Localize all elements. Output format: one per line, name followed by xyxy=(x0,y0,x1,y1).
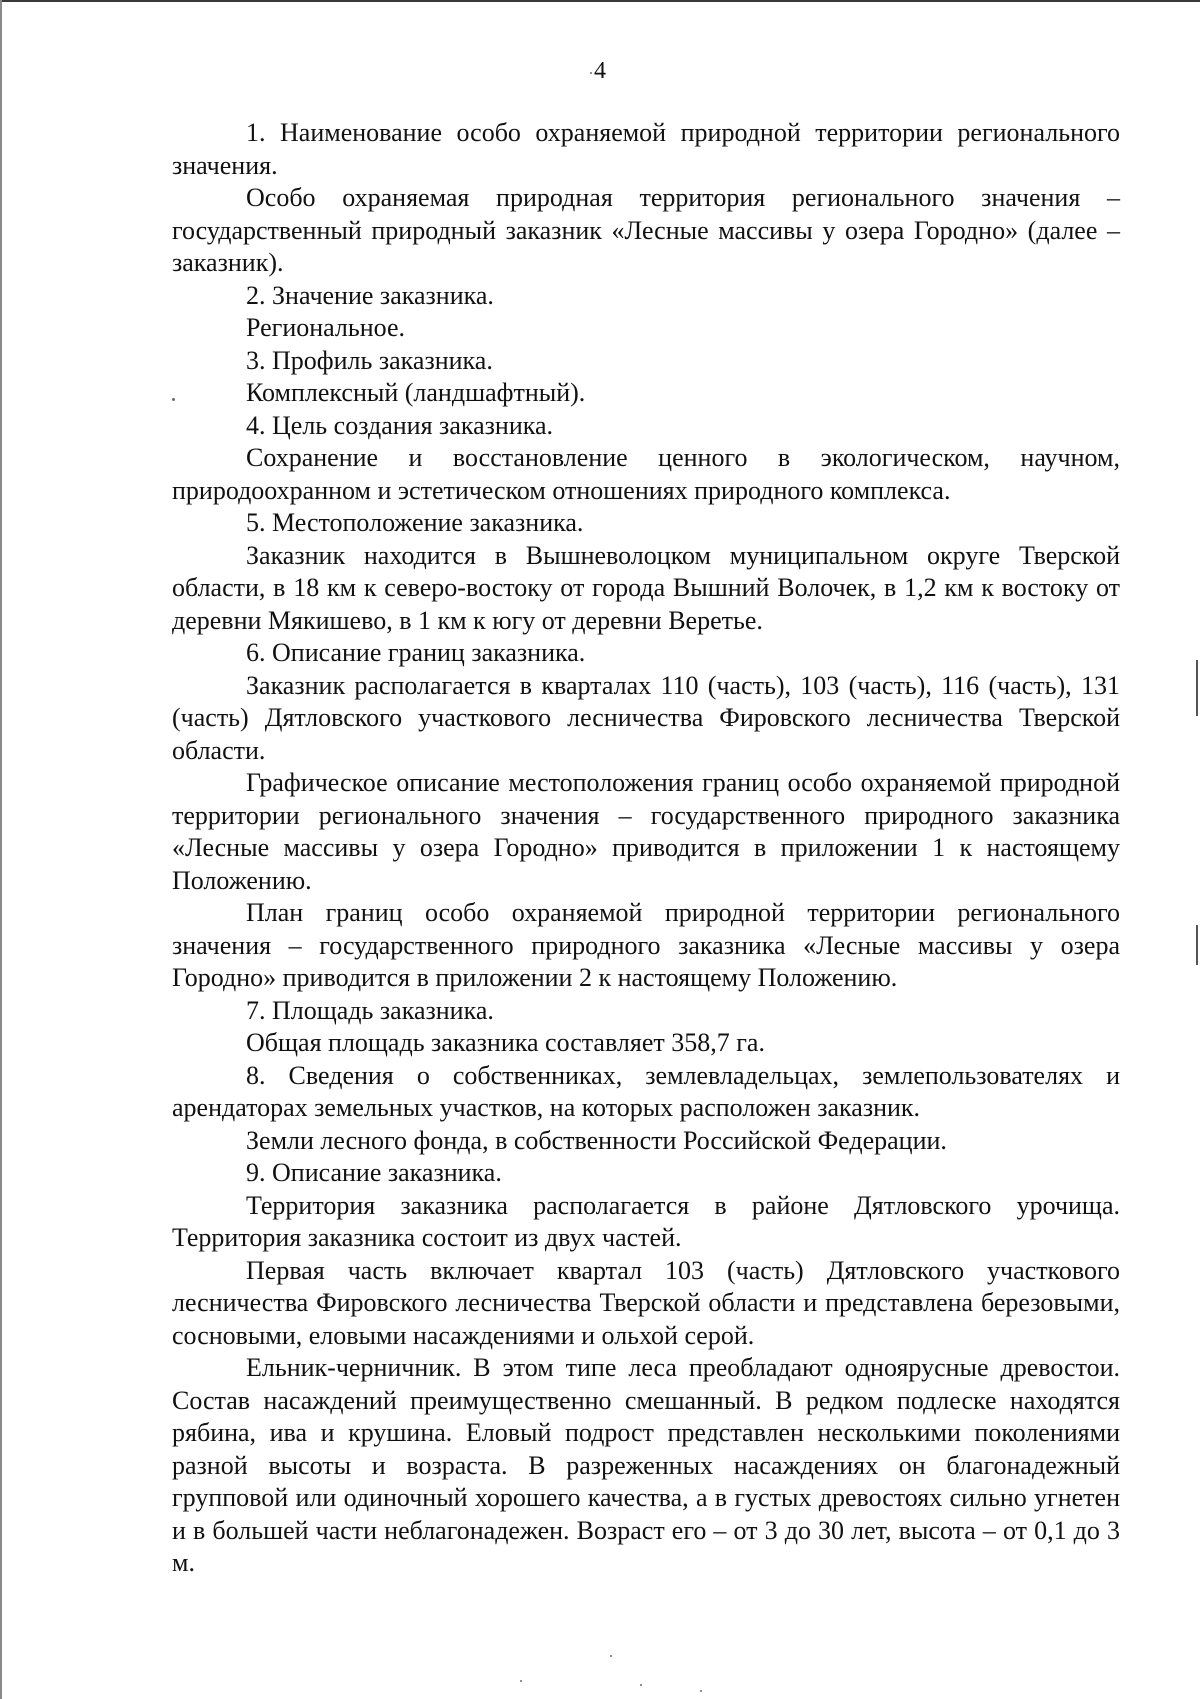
paragraph: Сохранение и восстановление ценного в экологическом, научном, природоохранном и эстетическом отношениях природного комплекса. xyxy=(172,443,1120,505)
paragraph: Ельник-черничник. В этом типе леса преобладают одноярусные древостои. Состав насаждений преимущественно смешанный. В редком подлеске находятся рябина, ива и крушина. Еловый подрост представлен несколькими поколениями разной высоты и возраста. В разреженных насаждениях он благонадежный групповой или одиночный хорошего качества, а в густых древостоях сильно угнетен и в большей части неблагонадежен. Возраст его – от 3 до 30 лет, высота – от 0,1 до 3 м. xyxy=(172,1353,1120,1577)
paragraph: Региональное. xyxy=(246,313,406,342)
paragraph: Заказник располагается в кварталах 110 (часть), 103 (часть), 116 (часть), 131 (часть) Дятловского участкового лесничества Фировского лесничества Тверской области. xyxy=(172,670,1120,765)
section-heading: 2. Значение заказника. xyxy=(246,280,494,310)
paragraph: Особо охраняемая природная территория регионального значения – государственный природный заказник «Лесные массивы у озера Городно» (далее – заказник). xyxy=(172,183,1120,277)
section-heading: 1. Наименование особо охраняемой природной территории регионального значения. xyxy=(172,118,1120,180)
document-body xyxy=(172,117,1120,1580)
paragraph: Комплексный (ландшафтный). xyxy=(246,378,586,407)
paragraph: Заказник находится в Вышневолоцком муниципальном округе Тверской области, в 18 км к северо-востоку от города Вышний Волочек, в 1,2 км к востоку от деревни Мякишево, в 1 км к югу от деревни Веретье. xyxy=(172,540,1120,635)
scan-speck xyxy=(610,1655,612,1657)
paragraph: План границ особо охраняемой природной территории регионального значения – государственного природного заказника «Лесные массивы у озера Городно» приводится в приложении 2 к настоящему Положению. xyxy=(172,898,1120,992)
paragraph: Земли лесного фонда, в собственности Российской Федерации. xyxy=(246,1125,947,1155)
paragraph: Первая часть включает квартал 103 (часть) Дятловского участкового лесничества Фировского лесничества Тверской области и представлена березовыми, сосновыми, еловыми насаждениями и ольхой серой. xyxy=(172,1255,1120,1350)
scan-speck xyxy=(172,398,175,401)
paragraph: Территория заказника располагается в районе Дятловского урочища. Территория заказника состоит из двух частей. xyxy=(172,1190,1120,1252)
page-number: 4 xyxy=(594,58,606,84)
paragraph: Графическое описание местоположения границ особо охраняемой природной территории регионального значения – государственного природного заказника «Лесные массивы у озера Городно» приводится в приложении 1 к настоящему Положению. xyxy=(172,768,1120,895)
section-heading: 9. Описание заказника. xyxy=(246,1158,502,1187)
scan-speck xyxy=(590,72,592,74)
paragraph: Общая площадь заказника составляет 358,7 га. xyxy=(246,1028,765,1057)
scan-speck xyxy=(640,1684,642,1686)
scan-speck xyxy=(700,1690,702,1692)
section-heading: 4. Цель создания заказника. xyxy=(246,410,554,440)
scan-mark-right xyxy=(1196,925,1198,965)
scan-border-top xyxy=(0,0,1200,2)
section-heading: 5. Местоположение заказника. xyxy=(246,508,584,537)
scan-speck xyxy=(520,1680,522,1682)
section-heading: 8. Сведения о собственниках, землевладельцах, землепользователях и арендаторах земельных участков, на которых расположен заказник. xyxy=(172,1060,1120,1122)
section-heading: 7. Площадь заказника. xyxy=(246,995,494,1025)
section-heading: 3. Профиль заказника. xyxy=(246,345,493,375)
section-heading: 6. Описание границ заказника. xyxy=(246,638,586,667)
scan-border-left xyxy=(0,0,2,1699)
scan-mark-right xyxy=(1196,660,1198,716)
